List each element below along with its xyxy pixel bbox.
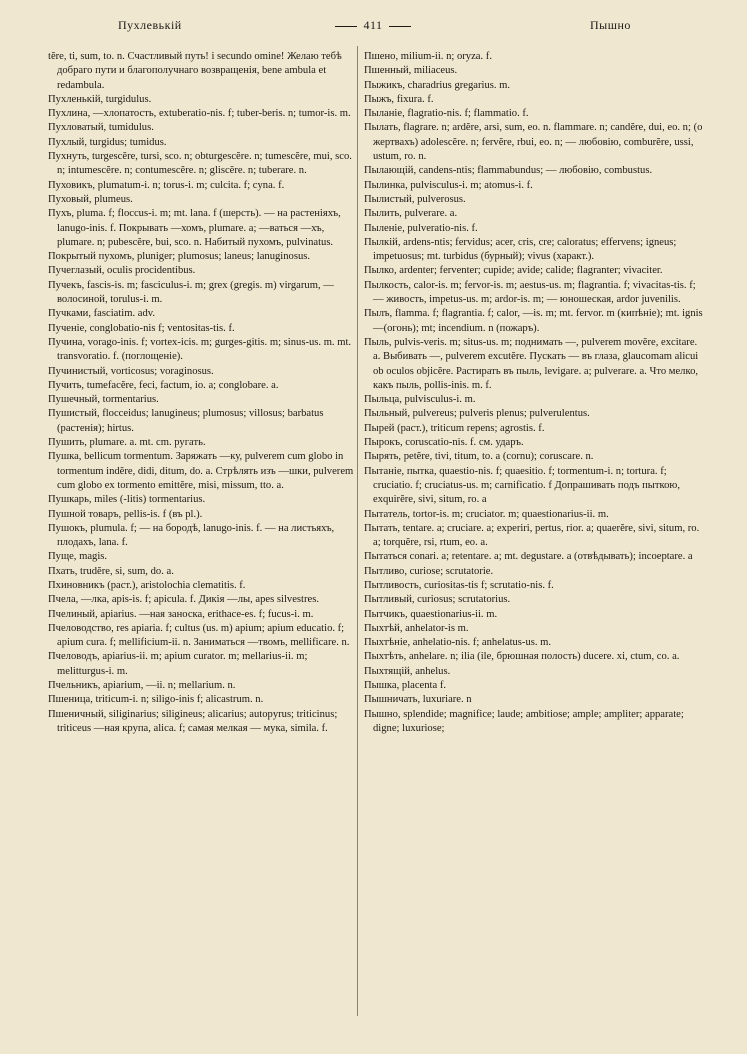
dictionary-entry: Пучинистый, vorticosus; voraginosus. bbox=[48, 365, 214, 377]
dictionary-entry: Пуховикъ, plumatum-i. n; torus-i. m; culcita. f; cyna. f. bbox=[48, 179, 285, 191]
dictionary-entry: Пышно, splendide; magnifice; laude; ambitiose; ample; ampliter; apparate; digne; luxuriose; bbox=[364, 708, 684, 734]
dictionary-entry: Пхиновникъ (раст.), aristolochia clematitis. f. bbox=[48, 579, 246, 591]
dictionary-entry: Пуще, magis. bbox=[48, 551, 108, 563]
dictionary-entry: Пылистый, pulverosus. bbox=[364, 193, 466, 205]
dictionary-entry: Пытливо, curiose; scrutatorie. bbox=[364, 565, 494, 577]
dictionary-entry: Пчеловодство, res apiaria. f; cultus (us. m) apium; apium educatio. f; apium cura. f; mellificium-ii. n. Заниматься —твомъ, mellificare. n. bbox=[48, 622, 350, 649]
dictionary-entry: Пухнуть, turgescĕre, tursi, sco. n; obturgescĕre. n; tumescĕre, mui, sco. n; intumescĕre. n; contumescĕre. n; gliscĕre. n; tuberare. n. bbox=[48, 151, 352, 177]
dictionary-entry: Пушистый, flocceidus; lanugineus; plumosus; villosus; barbatus (растенія); hirtus. bbox=[48, 408, 324, 434]
dictionary-entry: Пучеглазый, oculis procidentibus. bbox=[48, 265, 196, 277]
dictionary-entry: Пчельникъ, apiarium, —ii. n; mellarium. n. bbox=[48, 680, 236, 692]
dictionary-entry: Пушка, bellicum tormentum. Заряжать —ку, pulverem cum globo in tormentum indĕre, didi, ditum, do. a. Стрѣлять изъ —шки, pulverem cum globo ex tormento emittĕre, misi, missum, tto. a. bbox=[48, 451, 354, 491]
dictionary-entry: Пыхтящій, anhelus. bbox=[364, 665, 451, 677]
dictionary-entry: Пытаніе, пытка, quaestio-nis. f; quaesitio. f; tormentum-i. n; tortura. f; cruciatio. f; cruciatus-us. m; carnificatio. f Допрашивать подъ пыткою, exquirĕre, sivi, situm, ro. a bbox=[364, 465, 680, 506]
dictionary-entry: Пыжикъ, charadrius gregarius. m. bbox=[364, 79, 511, 91]
page-number-text: 411 bbox=[363, 18, 383, 32]
dictionary-entry: Пыльца, pulvisculus-i. m. bbox=[364, 394, 476, 406]
dictionary-entry: Пчелиный, apiarius. —ная заноска, erithace-es. f; fucus-i. m. bbox=[48, 608, 314, 620]
dictionary-entry: Пытаться conari. a; retentare. a; mt. degustare. a (отвѣдывать); incoeptare. a bbox=[364, 551, 693, 563]
dictionary-entry: Пшенный, miliaceus. bbox=[364, 65, 458, 77]
dictionary-entry: Пыжъ, fixura. f. bbox=[364, 93, 434, 105]
dictionary-entry: Пырей (раст.), triticum repens; agrostis. f. bbox=[364, 422, 545, 434]
dictionary-entry: Пушечный, tormentarius. bbox=[48, 394, 159, 406]
dictionary-entry: Пушить, plumare. a. mt. cm. ругать. bbox=[48, 437, 206, 449]
page-number bbox=[318, 18, 428, 33]
dictionary-entry: Пыль, pulvis-veris. m; situs-us. m; поднимать —, pulverem movĕre, excitare. a. Выбивать —, pulverem excutĕre. Пускать — въ глаза, glaucomam alicui ob oculos objicĕre. Растирать въ пыль, levigare. a; pulverare. a. Что мелко, какъ пыль, pollis-inis. m. f. bbox=[364, 336, 699, 391]
dictionary-entry: Пытчикъ, quaestionarius-ii. m. bbox=[364, 608, 498, 620]
dictionary-entry: Пытатель, tortor-is. m; cruciator. m; quaestionarius-ii. m. bbox=[364, 508, 609, 520]
dictionary-entry: Пылить, pulverare. a. bbox=[364, 208, 458, 220]
dictionary-entry: Пчела, —лка, apis-is. f; apicula. f. Дикія —лы, apes silvestres. bbox=[48, 594, 319, 606]
dictionary-entry: Пытливый, curiosus; scrutatorius. bbox=[364, 594, 511, 606]
dictionary-entry: Пуховый, plumeus. bbox=[48, 193, 133, 205]
dictionary-entry: Пученіе, conglobatio-nis f; ventositas-tis. f. bbox=[48, 322, 235, 334]
dictionary-entry: tĕre, ti, sum, to. n. Счастливый путь! i secundo omine! Желаю тебѣ добраго пути и благополучнаго возвращенія, bene ambula et redambula. bbox=[48, 51, 342, 91]
dictionary-entry: Пылинка, pulvisculus-i. m; atomus-i. f. bbox=[364, 179, 533, 191]
dictionary-entry: Пырять, petĕre, tivi, titum, to. a (cornu); coruscare. n. bbox=[364, 451, 594, 463]
dictionary-entry: Пыланіе, flagratio-nis. f; flammatio. f. bbox=[364, 108, 529, 120]
column-divider bbox=[357, 46, 358, 1016]
dictionary-entry: Пылкость, calor-is. m; fervor-is. m; aestus-us. m; flagrantia. f; vivacitas-tis. f; — живость, impetus-us. m; ardor-is. m; — юношеская, ardor juvenilis. bbox=[364, 279, 696, 306]
dictionary-entry: Пучекъ, fascis-is. m; fasciculus-i. m; grex (gregis. m) virgarum, —волосиной, torulus-i. m. bbox=[48, 279, 334, 306]
dictionary-entry: Пыхтѣй, anhelator-is m. bbox=[364, 622, 469, 634]
dictionary-entry: Пыхтѣть, anhelare. n; ilia (ile, брюшная полость) ducere. xi, ctum, co. a. bbox=[364, 651, 680, 663]
dictionary-entry: Пышничать, luxuriare. n bbox=[364, 694, 472, 706]
header-right-word: Пышно bbox=[590, 18, 631, 32]
dictionary-entry: Покрытый пухомъ, pluniger; plumosus; laneus; lanuginosus. bbox=[48, 251, 311, 263]
dictionary-entry: Пытливость, curiositas-tis f; scrutatio-nis. f. bbox=[364, 579, 554, 591]
dictionary-entry: Пушокъ, plumula. f; — на бородѣ, lanugo-inis. f. — на листьяхъ, плодахъ, lana. f. bbox=[48, 522, 335, 549]
dictionary-entry: Пухъ, pluma. f; floccus-i. m; mt. lana. f (шерсть). — на растеніяхъ, lanugo-inis. f. Покрывать —хомъ, plumare. a; —ваться —хъ, plumare. n; pubescĕre, bui, sco. n. Набитый пухомъ, pulvinatus. bbox=[48, 208, 341, 248]
dictionary-entry: Пышка, placenta f. bbox=[364, 680, 447, 692]
dictionary-entry: Пылать, flagrare. n; ardĕre, arsi, sum, eo. n. flammare. n; candĕre, dui, eo. n; (о жертвахъ) adolescĕre. n; fervĕre, rbui, eo. n; — любовію, comburĕre, ussi, ustum, ro. n. bbox=[364, 122, 703, 163]
dictionary-entry: Пхать, trudĕre, si, sum, do. a. bbox=[48, 565, 174, 577]
dictionary-entry: Пыленіе, pulveratio-nis. f. bbox=[364, 222, 478, 234]
dictionary-entry: Пухлина, —хлопатость, extuberatio-nis. f; tuber-beris. n; tumor-is. m. bbox=[48, 108, 351, 120]
dictionary-entry: Пылающій, candens-ntis; flammabundus; — любовію, combustus. bbox=[364, 165, 653, 177]
dictionary-entry: Пшено, milium-ii. n; oryza. f. bbox=[364, 51, 492, 62]
dictionary-entry: Пучками, fasciatim. adv. bbox=[48, 308, 156, 320]
dictionary-entry: Пылкій, ardens-ntis; fervidus; acer, cris, cre; caloratus; effervens; igneus; impetuosus; mt. turbidus (бурный); vivus (характ.). bbox=[364, 236, 677, 263]
left-column bbox=[48, 50, 354, 736]
dictionary-entry: Пшеничный, siliginarius; siligineus; alicarius; autopyrus; triticinus; triticeus —ная крупа, alica. f; самая мелкая — мука, simila. f. bbox=[48, 708, 338, 734]
dictionary-entry: Пыльный, pulvereus; pulveris plenus; pulverulentus. bbox=[364, 408, 590, 420]
header-left-word: Пухлевькій bbox=[118, 18, 182, 32]
dictionary-entry: Пучина, vorago-inis. f; vortex-icis. m; gurges-gitis. m; sinus-us. m. mt. transvoratio. f. (поглощеніе). bbox=[48, 336, 352, 363]
dictionary-entry: Пылко, ardenter; ferventer; cupide; avide; calide; flagranter; vivaciter. bbox=[364, 265, 663, 277]
dictionary-entry: Пухленькій, turgidulus. bbox=[48, 93, 152, 105]
dictionary-entry: Пушной товаръ, pellis-is. f (въ pl.). bbox=[48, 508, 203, 520]
dictionary-entry: Пшеница, triticum-i. n; siligo-inis f; alicastrum. n. bbox=[48, 694, 264, 706]
dictionary-entry: Пухлый, turgidus; tumidus. bbox=[48, 136, 167, 148]
dictionary-entry: Пушкарь, miles (-litis) tormentarius. bbox=[48, 494, 206, 506]
page-header bbox=[0, 18, 747, 38]
dictionary-entry: Пытать, tentare. a; cruciare. a; experiri, pertus, rior. a; quaerĕre, sivi, situm, ro. a; torquĕre, rsi, rtum, eo. a. bbox=[364, 522, 700, 549]
dictionary-entry: Пучить, tumefacĕre, feci, factum, io. a; conglobare. a. bbox=[48, 379, 279, 391]
right-column bbox=[364, 50, 706, 736]
dictionary-entry: Пырокъ, coruscatio-nis. f. см. ударъ. bbox=[364, 437, 524, 449]
dictionary-entry: Пылъ, flamma. f; flagrantia. f; calor, —is. m; mt. fervor. m (кипѣніе); mt. ignis —(огонь); mt; incendium. n (пожаръ). bbox=[364, 308, 703, 334]
dictionary-entry: Пухловатый, tumidulus. bbox=[48, 122, 154, 134]
dictionary-entry: Пыхтѣніе, anhelatio-nis. f; anhelatus-us. m. bbox=[364, 637, 552, 649]
dictionary-entry: Пчеловодъ, apiarius-ii. m; apium curator. m; mellarius-ii. m; melitturgus-i. m. bbox=[48, 651, 308, 677]
